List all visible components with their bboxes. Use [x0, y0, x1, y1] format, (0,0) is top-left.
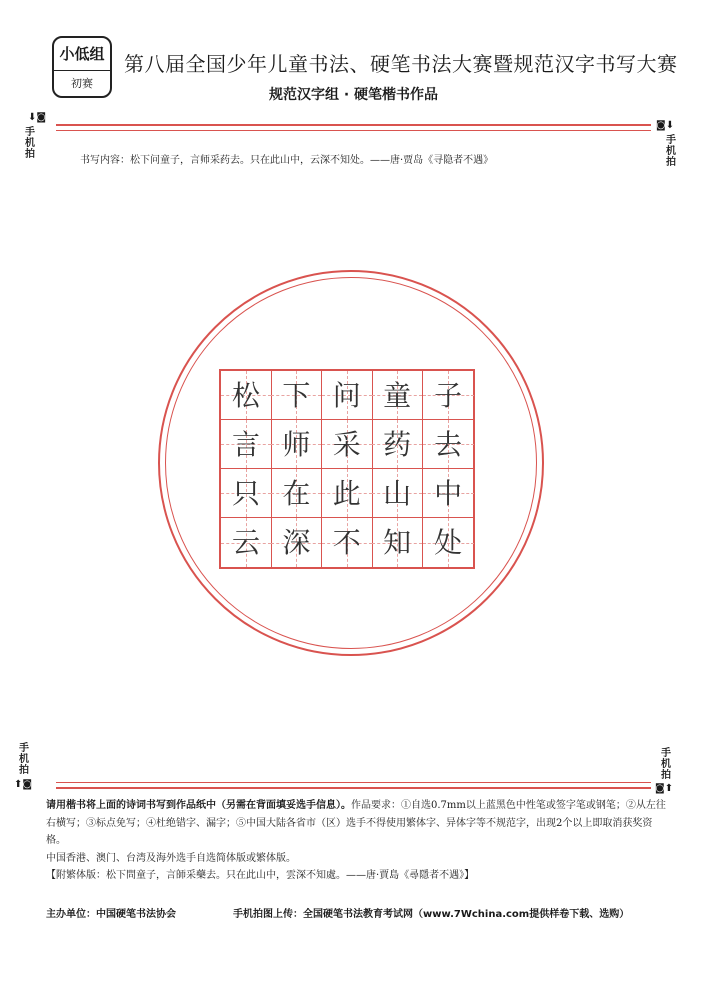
grid-cell — [372, 371, 423, 420]
camera-icon: ⬇◙ — [28, 112, 47, 123]
grid-character: 深 — [282, 526, 311, 559]
instructions-lead: 请用楷书将上面的诗词书写到作品纸中（另需在背面填妥选手信息）。 — [46, 800, 351, 811]
grid-cell — [372, 518, 423, 567]
instructions-overseas: 中国香港、澳门、台湾及海外选手自选简体版或繁体版。 — [46, 852, 296, 864]
page-title: 第八届全国少年儿童书法、硬笔书法大赛暨规范汉字书写大赛 — [124, 52, 678, 76]
bottom-divider-line — [56, 787, 651, 789]
grid-character: 只 — [231, 477, 260, 510]
grid-character: 在 — [282, 477, 311, 510]
badge-round: 初赛 — [71, 77, 93, 90]
side-label-bottom-right: 手机拍 — [661, 748, 671, 781]
grid-character: 不 — [332, 526, 361, 559]
grid-character: 知 — [383, 526, 412, 559]
grid-cell — [423, 371, 474, 420]
grid-character: 药 — [383, 428, 412, 461]
grid-character: 中 — [434, 477, 463, 510]
grid-cell — [271, 371, 322, 420]
grid-character: 处 — [434, 526, 463, 559]
grid-character: 山 — [383, 477, 412, 510]
grid-character: 云 — [231, 526, 260, 559]
grid-character: 言 — [231, 428, 260, 461]
grid-character: 子 — [434, 379, 463, 412]
instructions-requirements: 作品要求：①自选0.7mm以上蓝黑色中性笔或签字笔或钢笔；②从左往右横写；③标点免写；④杜绝错字、漏字；⑤中国大陆各省市（区）选手不得使用繁体字、异体字等不规范字，出现2个以上即取消获奖资格。 — [46, 800, 666, 846]
camera-icon: ⬆◙ — [14, 779, 33, 790]
grid-cell — [322, 420, 373, 469]
grid-character: 松 — [231, 379, 260, 412]
grid-character: 去 — [434, 428, 463, 461]
instructions-traditional: 【附繁体版：松下問童子，言師采藥去。只在此山中，雲深不知處。——唐·賈島《尋隱者不遇》】 — [46, 870, 475, 881]
writing-content-text: 书写内容：松下问童子，言师采药去。只在此山中，云深不知处。——唐·贾岛《寻隐者不遇》 — [80, 155, 494, 166]
grid-cell — [221, 420, 272, 469]
camera-icon: ◙⬇ — [656, 120, 675, 131]
camera-icon: ◙⬆ — [655, 783, 674, 794]
grid-cell — [322, 371, 373, 420]
badge-group: 小低组 — [54, 38, 110, 71]
grid-cell — [271, 420, 322, 469]
grid-cell — [221, 518, 272, 567]
grid-character: 采 — [332, 428, 361, 461]
side-label-top-right: 手机拍 — [666, 135, 676, 168]
bottom-divider-line-thin — [56, 782, 651, 783]
calligraphy-grid — [219, 369, 475, 569]
grid-character: 童 — [383, 379, 412, 412]
top-divider-line-thin — [56, 130, 651, 131]
top-divider-line — [56, 124, 651, 126]
grid-cell — [322, 469, 373, 518]
instructions — [46, 797, 666, 885]
upload-text: 手机拍图上传：全国硬笔书法教育考试网（www.7Wchina.com提供样卷下载、选购） — [233, 909, 630, 920]
grid-cell — [271, 469, 322, 518]
grid-character: 问 — [332, 379, 361, 412]
side-label-top-left: 手机拍 — [25, 127, 35, 160]
grid-cell — [372, 469, 423, 518]
organizer-text: 主办单位：中国硬笔书法协会 — [46, 909, 176, 920]
grid-cell — [423, 469, 474, 518]
grid-character: 下 — [282, 379, 311, 412]
grid-cell — [322, 518, 373, 567]
grid-cell — [221, 371, 272, 420]
grid-character: 师 — [282, 428, 311, 461]
page-subtitle: 规范汉字组 · 硬笔楷书作品 — [268, 87, 439, 103]
grid-cell — [372, 420, 423, 469]
grid-cell — [423, 518, 474, 567]
side-label-bottom-left: 手机拍 — [19, 743, 29, 776]
grid-cell — [423, 420, 474, 469]
grid-cell — [221, 469, 272, 518]
grid-cell — [271, 518, 322, 567]
grid-character: 此 — [332, 477, 361, 510]
